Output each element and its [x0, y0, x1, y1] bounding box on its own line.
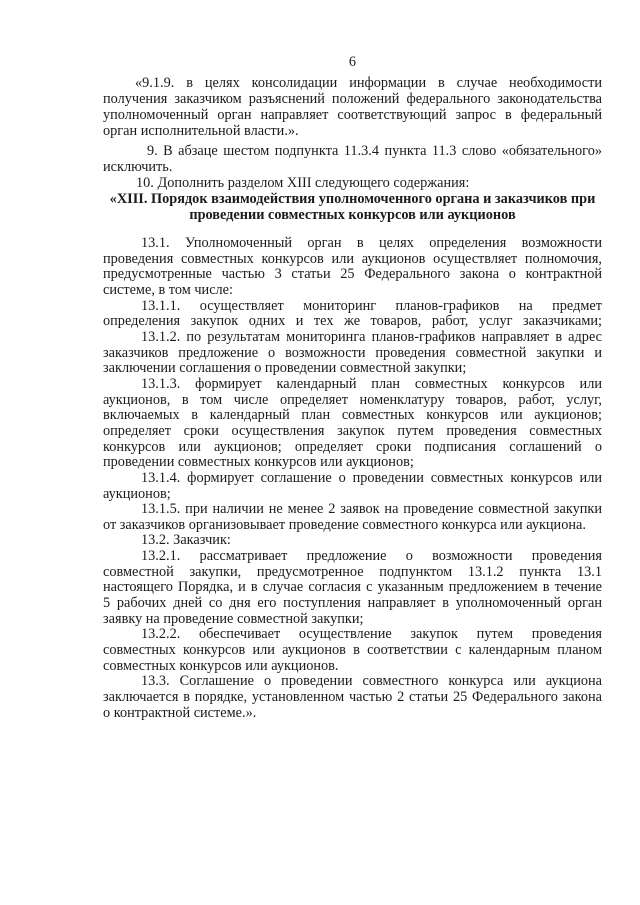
text-line: 10. Дополнить разделом XIII следующего содержания: — [136, 175, 470, 191]
text-line: заключении соглашения о проведении совместной закупки; — [103, 360, 467, 377]
text-line: совместных конкурсов или аукционов в соответствии с календарным планом — [103, 642, 602, 659]
clause-13-2-2 — [103, 627, 602, 674]
text-line: проведения совместных конкурсов или аукционов осуществляет полномочия, — [103, 250, 602, 267]
clause-13-2-1 — [103, 549, 602, 627]
text-line: уполномоченный орган направляет соответствующий запрос в федеральный — [103, 107, 602, 123]
text-line: определения закупок одних и тех же товаров, работ, услуг заказчиками; — [103, 313, 602, 330]
text-line: 13.2. Заказчик: — [141, 532, 231, 549]
paragraph-item-10 — [103, 175, 602, 191]
text-line: настоящего Порядка, и в случае согласия с указанным предложением в течение — [103, 579, 602, 596]
text-line: системе, в том числе: — [103, 281, 233, 298]
text-line: 13.2.2. обеспечивает осуществление закупок путем проведения — [141, 626, 602, 643]
text-line: 13.1.2. по результатам мониторинга планов-графиков направляет в адрес — [141, 328, 602, 345]
text-line: о контрактной системе.». — [103, 704, 257, 721]
clause-13-2 — [103, 533, 602, 549]
text-line: аукционов; — [103, 485, 171, 502]
heading-line: проведении совместных конкурсов или аукционов — [189, 207, 516, 223]
text-line: совместных конкурсов или аукционов. — [103, 657, 339, 674]
text-line: исключить. — [103, 159, 173, 175]
text-line: заявку на проведение совместной закупки; — [103, 610, 364, 627]
text-line: совместной закупки, предусмотренное подпунктом 13.1.2 пункта 13.1 — [103, 563, 602, 580]
text-line: конкурсов или аукционов; определяет сроки подписания соглашений о — [103, 438, 602, 455]
text-line: 13.1.5. при наличии не менее 2 заявок на проведение совместной закупки — [141, 501, 602, 518]
text-line: заключается в порядке, установленном частью 2 статьи 25 Федерального закона — [103, 689, 602, 706]
text-line: проведении совместных конкурсов или аукционов; — [103, 454, 414, 471]
clause-13-3 — [103, 674, 602, 721]
text-line: определяет сроки осуществления закупок путем проведения совместных — [103, 422, 602, 439]
clause-13-1 — [103, 236, 602, 299]
text-line: 13.1.4. формирует соглашение о проведении совместных конкурсов или — [141, 469, 602, 486]
text-line: включаемых в календарный план совместных конкурсов или аукционов; — [103, 407, 602, 424]
text-line: 13.1.1. осуществляет мониторинг планов-графиков на предмет — [141, 297, 602, 314]
clause-13-1-4 — [103, 471, 602, 502]
clause-13-1-1 — [103, 299, 602, 330]
heading-line: «XIII. Порядок взаимодействия уполномоченного органа и заказчиков при — [109, 191, 596, 207]
clause-13-1-3 — [103, 377, 602, 471]
section-heading — [103, 191, 602, 223]
clause-13-1-5 — [103, 502, 602, 533]
document-body — [103, 75, 602, 721]
text-line: 13.1.3. формирует календарный план совместных конкурсов или — [141, 375, 602, 392]
text-line: аукционов, в том числе определяет номенклатуру товаров, работ, услуг, — [103, 391, 602, 408]
clause-13-1-2 — [103, 330, 602, 377]
text-line: 13.1. Уполномоченный орган в целях определения возможности — [141, 235, 602, 251]
paragraph-9-1-9 — [103, 75, 602, 139]
paragraph-item-9 — [103, 143, 602, 175]
text-line: заказчиков предложение о возможности проведения совместной закупки и — [103, 344, 602, 361]
text-line: 5 рабочих дней со дня его поступления направляет в уполномоченный орган — [103, 595, 602, 612]
page-number: 6 — [348, 54, 357, 70]
text-line: от заказчиков организовывает проведение совместного конкурса или аукциона. — [103, 516, 586, 533]
text-line: 13.3. Соглашение о проведении совместного конкурса или аукциона — [141, 673, 602, 690]
text-line: предусмотренные частью 3 статьи 25 Федерального закона о контрактной — [103, 266, 602, 283]
text-line: получения заказчиком разъяснений положений федерального законодательства — [103, 91, 602, 107]
text-line: «9.1.9. в целях консолидации информации в случае необходимости — [135, 75, 602, 91]
text-line: орган исполнительной власти.». — [103, 123, 299, 139]
text-line: 13.2.1. рассматривает предложение о возможности проведения — [141, 548, 602, 565]
section-clauses — [103, 236, 602, 721]
text-line: 9. В абзаце шестом подпункта 11.3.4 пункта 11.3 слово «обязательного» — [147, 143, 602, 159]
